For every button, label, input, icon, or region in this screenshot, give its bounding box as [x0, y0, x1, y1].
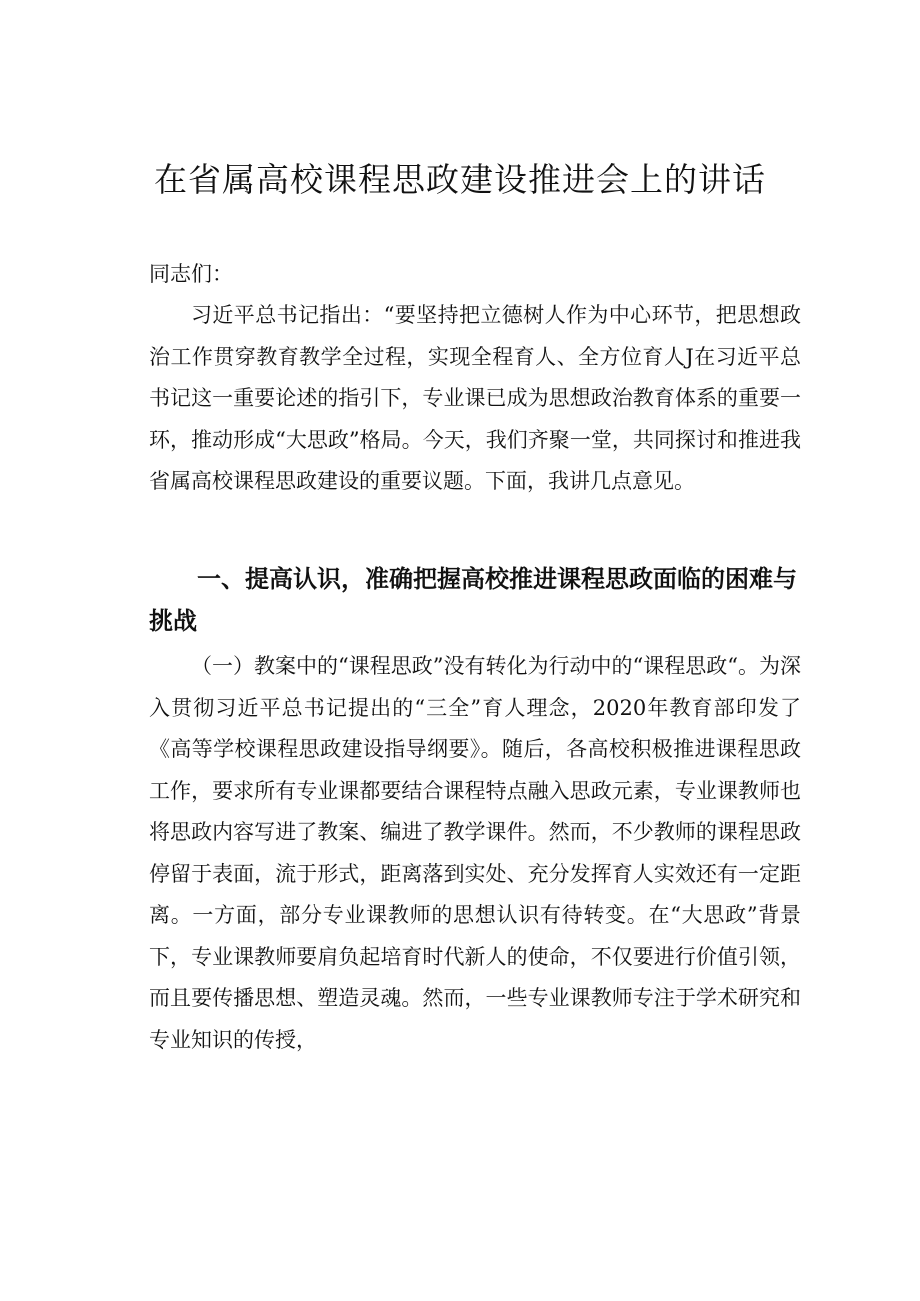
document-title: 在省属高校课程思政建设推进会上的讲话: [154, 160, 766, 199]
paragraph-intro: 习近平总书记指出：“要坚持把立德树人作为中心环节，把思想政治工作贯穿教育教学全过程，实现全程育人、全方位育人J在习近平总书记这一重要论述的指引下，专业课已成为思想政治教育体系的重要一环，推动形成“大思政”格局。今天，我们齐聚一堂，共同探讨和推进我省属高校课程思政建设的重要议题。下面，我讲几点意见。: [149, 303, 801, 493]
section-heading-1: 一、提高认识，准确把握高校推进课程思政面临的困难与挑战: [149, 565, 797, 635]
salutation: 同志们：: [149, 262, 233, 286]
paragraph-section-1-1: （一）教案中的“课程思政”没有转化为行动中的“课程思政“。为深入贯彻习近平总书记提出的“三全”育人理念，2020年教育部印发了《高等学校课程思政建设指导纲要》。随后，各高校积极推进课程思政工作，要求所有专业课都要结合课程特点融入思政元素，专业课教师也将思政内容写进了教案、编进了教学课件。然而，不少教师的课程思政停留于表面，流于形式，距离落到实处、充分发挥育人实效还有一定距离。一方面，部分专业课教师的思想认识有待转变。在“大思政”背景下，专业课教师要肩负起培育时代新人的使命，不仅要进行价值引领，而且要传播思想、塑造灵魂。然而，一些专业课教师专注于学术研究和专业知识的传授，: [149, 654, 801, 1052]
